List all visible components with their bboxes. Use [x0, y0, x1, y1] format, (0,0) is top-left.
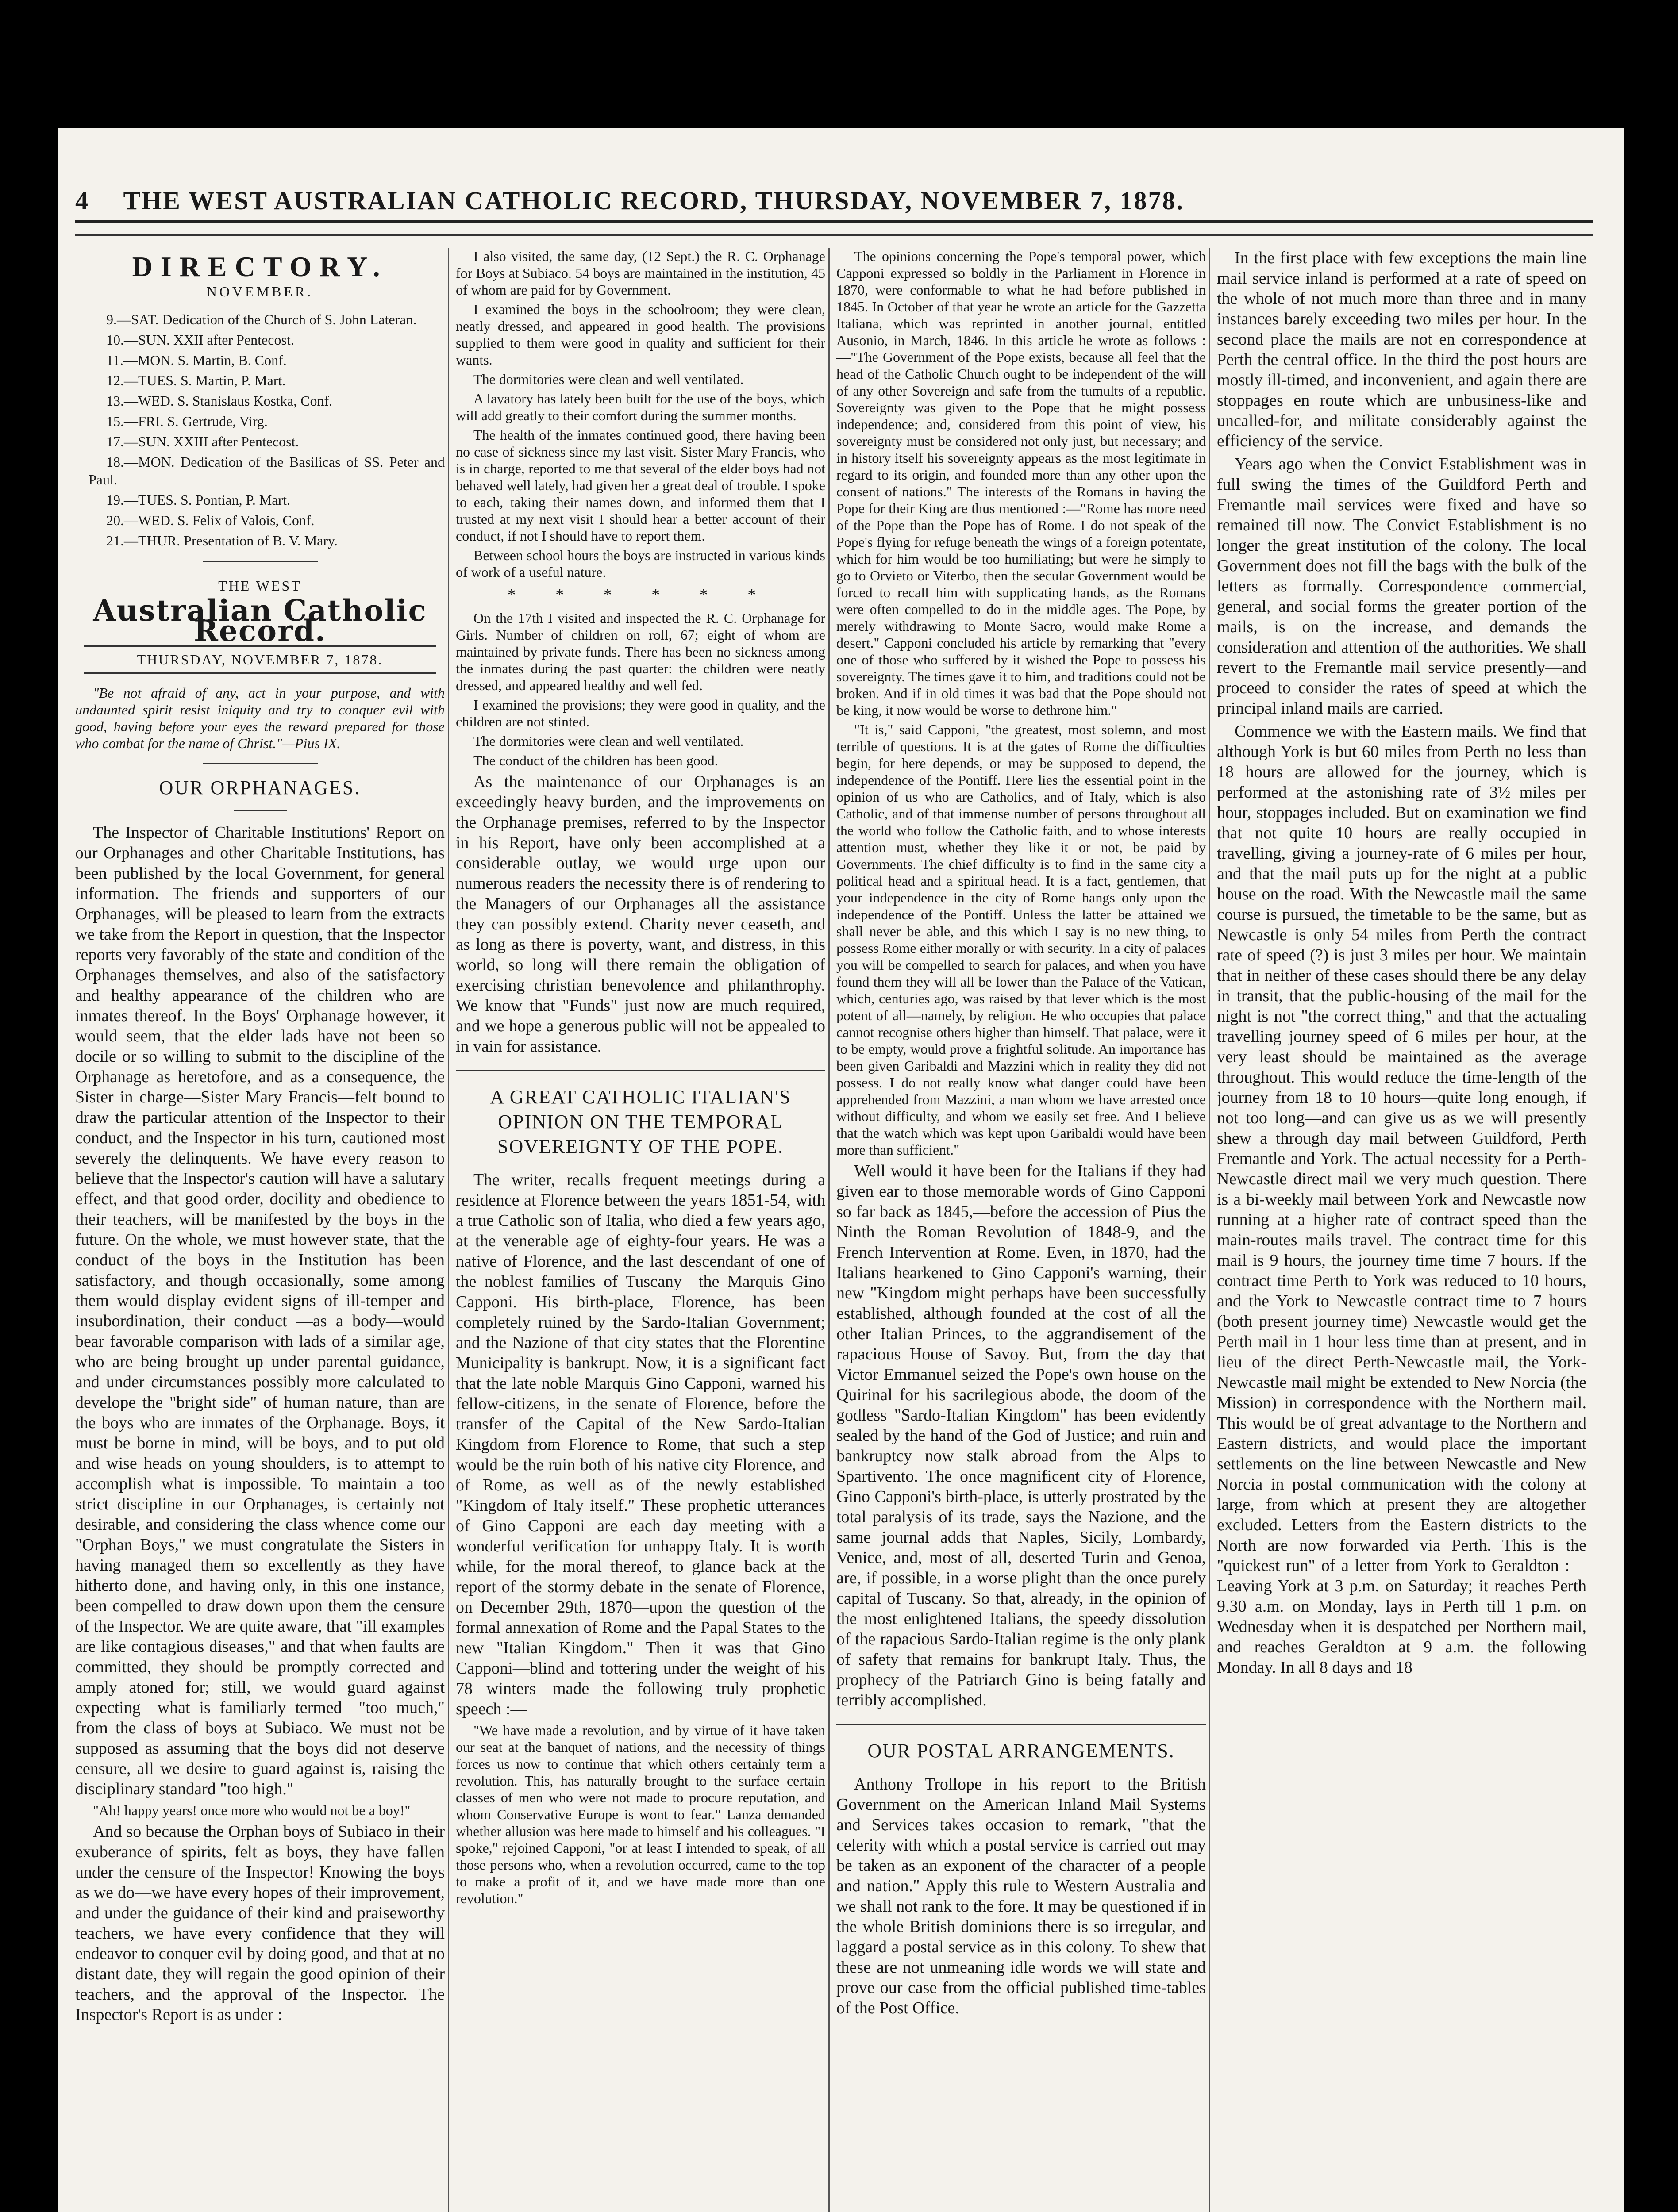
report-paragraph: I also visited, the same day, (12 Sept.) the R. C. Orphanage for Boys at Subiaco. 54 boys are maintained in the institution, 45 of whom are paid for by Government.	[456, 248, 825, 298]
verse-quote: "Ah! happy years! once more who would not be a boy!"	[93, 1802, 411, 1818]
report-paragraph: The dormitories were clean and well ventilated.	[473, 371, 744, 387]
directory-title: DIRECTORY.	[132, 251, 388, 282]
article-heading: A GREAT CATHOLIC ITALIAN'S OPINION ON THE TEMPORAL SOVEREIGNTY OF THE POPE.	[456, 1070, 825, 1159]
directory-entry: 20.—WED. S. Felix of Valois, Conf.	[106, 512, 315, 528]
inspector-report	[456, 248, 825, 769]
column-1	[75, 248, 445, 2212]
directory-entry: 15.—FRI. S. Gertrude, Virg.	[106, 413, 268, 429]
article-paragraph: The writer, recalls frequent meetings during a residence at Florence between the years 1851-54, with a true Catholic son of Italia, who died a few years ago, at the venerable age of eighty-four years. He was a native of Florence, and the last descendant of one of the noblest families of Tuscany—the Marquis Gino Capponi. His birth-place, Florence, has been completely ruined by the Sardo-Italian Government; and the Nazione of that city states that the Florentine Municipality is bankrupt. Now, it is a significant fact that the late noble Marquis Gino Capponi, warned his fellow-citizens, in the senate of Florence, before the transfer of the Capital of the New Sardo-Italian Kingdom from Florence to Rome, that such a step would be the ruin both of his native city Florence, and of Rome, as well as of the newly established "Kingdom of Italy itself." These prophetic utterances of Gino Capponi are each day meeting with a wonderful verification for unhappy Italy. It is worth while, for the moral thereof, to glance back at the report of the stormy debate in the senate of Florence, on December 29th, 1870—upon the question of the formal annexation of Rome and the Papal States to the new "Italian Kingdom." Then it was that Gino Capponi—blind and tottering under the weight of his 78 winters—made the following truly prophetic speech :—	[456, 1171, 825, 1718]
report-paragraph: On the 17th I visited and inspected the R. C. Orphanage for Girls. Number of children on roll, 67; eight of whom are maintained by private funds. There has been no sickness among the inmates during the past quarter: the children were neatly dressed, and appeared healthy and well fed.	[456, 610, 825, 693]
column-2	[456, 248, 825, 2212]
column-rule	[828, 248, 830, 2212]
column-rule	[448, 248, 449, 2212]
directory-entry: 17.—SUN. XXIII after Pentecost.	[106, 434, 299, 449]
article-paragraph: As the maintenance of our Orphanages is an exceedingly heavy burden, and the improvements on the Orphanage premises, referred to by the Inspector in his Report, have only been accomplished at a considerable outlay, we would urge upon our numerous readers the necessity there is of rendering to the Managers of our Orphanages all the assistance they can possibly extend. Charity never ceaseth, and as long as there is poverty, want, and distress, in this world, so long will there remain the obligation of exercising christian benevolence and philanthrophy. We know that "Funds" just now are much required, and we hope a generous public will not be appealed to in vain for assistance.	[456, 772, 825, 1056]
divider	[203, 561, 318, 562]
section-break: * * * * * *	[507, 586, 774, 604]
divider	[234, 810, 287, 811]
newspaper-page	[58, 128, 1624, 2212]
article-paragraph: Well would it have been for the Italians if they had given ear to those memorable words of Gino Capponi so far back as 1845,—before the accession of Pius the Ninth the Roman Revolution of 1848-9, and the French Intervention at Rome. Even, in 1870, had the Italians hearkened to Gino Capponi's warning, their new "Kingdom might perhaps have been successfully established, although founded at the cost of all the other Italian Princes, to the aggrandisement of the rapacious House of Savoy. But, from the day that Victor Emmanuel seized the Pope's own house on the Quirinal for his sacrilegious abode, the doom of the godless "Sardo-Italian Kingdom" has been evidently sealed by the hand of the God of Justice; and ruin and bankruptcy now stalk abroad from the Alps to Spartivento. The once magnificent city of Florence, Gino Capponi's birth-place, is utterly prostrated by the total paralysis of its trade, says the Nazione, and the same journal adds that Naples, Sicily, Lombardy, Venice, and, most of all, deserted Turin and Genoa, are, if possible, in a worse plight than the once purely capital of Tuscany. So that, already, in the opinion of the most enlightened Italians, the speedy dissolution of the rapacious Sardo-Italian regime is the only plank of safety that remains for bankrupt Italy. Thus, the prophecy of the Patriarch Gino is being fatally and terribly accomplished.	[836, 1162, 1206, 1709]
article-paragraph: And so because the Orphan boys of Subiaco in their exuberance of spirits, felt as boys, they have fallen under the censure of the Inspector! Knowing the boys as we do—we have every hopes of their improvement, and under the guidance of their kind and praiseworthy teachers, we have every confidence that they will endeavor to conquer evil by doing good, and that at no distant date, they will regain the good opinion of their teachers, and the approval of the Inspector. The Inspector's Report is as under :—	[75, 1822, 445, 2024]
directory-entry: 12.—TUES. S. Martin, P. Mart.	[106, 373, 286, 388]
masthead-title: Australian Catholic Record.	[93, 593, 427, 648]
report-paragraph: A lavatory has lately been built for the use of the boys, which will add greatly to their comfort during the summer months.	[456, 391, 825, 423]
directory-entry: 18.—MON. Dedication of the Basilicas of SS. Peter and Paul.	[89, 454, 445, 488]
article-paragraph: Anthony Trollope in his report to the British Government on the American Inland Mail Systems and Services takes occasion to remark, "that the celerity with which a postal service is carried out may be taken as an exponent of the character of a people and nation." Apply this rule to Western Australia and we shall not rank to the fore. It may be questioned if in the whole British dominions there is so irregular, and laggard a postal service as in this colony. To shew that these are not unmeaning idle words we will state and prove our case from the official published time-tables of the Post Office.	[836, 1775, 1206, 2017]
column-3	[836, 248, 1206, 2212]
article-paragraph: Commence we with the Eastern mails. We find that although York is but 60 miles from Perth no less than 18 hours are allowed for the journey, which is performed at the astonishing rate of 3½ miles per hour, stoppages included. But on examination we find that not quite 10 hours are really occupied in travelling, giving a journey-rate of 6 miles per hour, and that the mail puts up for the night at a public house on the road. With the Newcastle mail the same course is pursued, the timetable to be the same, but as Newcastle is only 54 miles from Perth the contract rate of speed (?) is just 3 miles per hour. We maintain that in neither of these cases should there be any delay in transit, that the public-housing of the mail for the night is not "the correct thing," and that the actualing travelling journey speed of 6 miles per hour, at the very least should be maintained as the average throughout. This would reduce the time-length of the journey from 18 to 10 hours—quite long enough, if not too long—and can give us as we will presently shew a through day mail between Guildford, Perth Fremantle and York. The actual necessity for a Perth-Newcastle direct mail we very much question. There is a bi-weekly mail between York and Newcastle now running at a higher rate of contract speed than the main-routes mails travel. The contract time for this mail is 9 hours, the journey time time 7 hours. If the contract time Perth to York was reduced to 10 hours, and the York to Newcastle contract time to 7 hours (both present journey time) Newcastle would get the Perth mail in 1 hour less time than at present, and in lieu of the direct Perth-Newcastle mail, the York-Newcastle mail might be extended to New Norcia (the Mission) in correspondence with the Northern mail. This would be of great advantage to the Northern and Eastern districts, and would place the important settlements on the line between Newcastle and New Norcia in postal communication with the colony at large, from which at present they are altogether excluded. Letters from the Eastern districts to the North are now forwarded via Perth. This is the "quickest run" of a letter from York to Geraldton :—Leaving York at 3 p.m. on Saturday; it reaches Perth 9.30 a.m. on Monday, lays in Perth till 1 p.m. on Wednesday when it is despatched per Northern mail, and reaches Geraldton at 9 a.m. the following Monday. In all 8 days and 18	[1217, 722, 1586, 1677]
report-paragraph: I examined the boys in the schoolroom; they were clean, neatly dressed, and appeared in good health. The provisions supplied to them were good in quality and sufficient for their wants.	[456, 301, 825, 368]
masthead-date: THURSDAY, NOVEMBER 7, 1878.	[84, 645, 436, 674]
quoted-speech: "It is," said Capponi, "the greatest, most solemn, and most terrible of questions. It is at the gates of Rome the difficulties begin, for here depends, or may be supposed to depend, the independence of the Pontiff. Here lies the essential point in the opinion of us who are Catholics, and of Italy, which is also Catholic, and of that immense number of persons throughout all the world who follow the Catholic faith, and to whose interests attention must, whether they like it or not, be paid by Governments. The chief difficulty is to find in the same city a political head and a spiritual head. It is a fact, gentlemen, that your independence in the city of Rome hangs only upon the independence of the Pontiff. Unless the latter be attained we shall never be able, and this which I say is no new thing, to possess Rome either morally or with security. In a city of palaces you will be compelled to search for palaces, and when you have found them they will all be lower than the Palace of the Vatican, which, centuries ago, was raised by that lever which is the most potent of all—namely, by religion. He who occupies that palace cannot recognise others higher than himself. That palace, were it to be empty, would prove a frightful solitude. An importance has been given Garibaldi and Mazzini which in reality they did not possess. I do not really know what danger could have been apprehended from Mazzini, a man whom we have arrested once without difficulty, and whom we easily set free. And I believe that the watch which was kept upon Garibaldi would have been more than sufficient."	[836, 722, 1206, 1158]
report-paragraph: I examined the provisions; they were good in quality, and the children are not stinted.	[456, 697, 825, 730]
directory-entry: 21.—THUR. Presentation of B. V. Mary.	[106, 533, 338, 549]
article-heading: OUR ORPHANAGES.	[159, 777, 361, 799]
masthead-the: THE WEST	[218, 578, 302, 594]
article-paragraph: The Inspector of Charitable Institutions' Report on our Orphanages and other Charitable Institutions, has been published by the local Government, for general information. The friends and supporters of our Orphanages, will be pleased to learn from the extracts we take from the Report in question, that the Inspector reports very favorably of the state and condition of the Orphanages themselves, and also of the satisfactory and healthy appearance of the children who are inmates thereof. In the Boys' Orphanage however, it would seem, that the elder lads have not been so docile or so willing to submit to the discipline of the Orphanage as heretofore, and as a consequence, the Sister in charge—Sister Mary Francis—felt bound to draw the particular attention of the Inspector to their conduct, and the Inspector in his turn, cautioned most severely the delinquents. We have every reason to believe that the Inspector's caution will have a salutary effect, and that good order, docility and obedience to their teachers, will be manifested by the boys in the future. On the whole, we must however state, that the conduct of the boys in the Institution has been satisfactory, and though occasionally, some among them would display evident signs of ill-temper and insubordination, their conduct —as a body—would bear favorable comparison with lads of a similar age, who are being brought up under parental guidance, and under circumstances possibly more calculated to develope the "bright side" of human nature, than are the boys who are inmates of the Orphanage. Boys, it must be borne in mind, will be boys, and to put old and wise heads on young shoulders, is to attempt to accomplish what is impossible. To maintain a too strict discipline in our Orphanages, is certainly not desirable, and considering the class whence come our "Orphan Boys," we must congratulate the Sisters in having managed them so excellently as they have hitherto done, and having only, in this one instance, been compelled to draw down upon them the censure of the Inspector. We are quite aware, that "ill examples are like contagious diseases," and that when faults are committed, they should be promptly corrected and amply atoned for; still, we would guard against expecting—what is familiarly termed—"too much," from the class of boys at Subiaco. We must not be supposed as assuming that the boys did not deserve censure, all we desire to guard against is, raising the disciplinary standard "too high."	[75, 823, 445, 1798]
article-heading: OUR POSTAL ARRANGEMENTS.	[836, 1724, 1206, 1763]
report-paragraph: The conduct of the children has been good.	[473, 753, 718, 768]
page-number: 4	[75, 186, 89, 215]
running-title: THE WEST AUSTRALIAN CATHOLIC RECORD, THURSDAY, NOVEMBER 7, 1878.	[123, 186, 1185, 215]
article-paragraph: The opinions concerning the Pope's temporal power, which Capponi expressed so boldly in the Parliament in Florence in 1870, were conformable to what he had before published in 1845. In October of that year he wrote an article for the Gazzetta Italiana, which was reprinted in another journal, entitled Ausonio, in March, 1846. In this article he wrote as follows :—"The Government of the Pope exists, because all feel that the head of the Catholic Church ought to be independent of the will of any other Sovereign and safe from the tumults of a republic. Sovereignty was given to the Pope that he might possess independence; and, considered from this point of view, his sovereignty must be considered not only just, but necessary; and in history itself his sovereignty appears as the most legitimate in regard to its origin, and founded more than any other upon the consent of nations." The interests of the Romans in having the Pope for their King are thus mentioned :—"Rome has more need of the Pope than the Pope has of Rome. I do not speak of the Pope's flying for refuge beneath the wings of a foreign potentate, which for him would be too humiliating; but were he simply to go to Orvieto or Viterbo, then the secular Government would be forced to recall him with supplicating hands, as the Romans were often compelled to do in the middle ages. The Pope, by merely withdrawing to Monte Sacro, would make Rome a desert." Capponi concluded his article by remarking that "every one of those who suffered by it wished the Pope to possess his sovereignty. The times gave it to him, and traditions could not be broken. And if in old times it was bad that the Pope should not be king, it now would be worse to dethrone him."	[836, 248, 1206, 718]
divider	[203, 763, 318, 764]
header-rule	[75, 234, 1593, 236]
report-paragraph: Between school hours the boys are instructed in various kinds of work of a useful nature.	[456, 547, 825, 580]
column-rule	[1209, 248, 1210, 2212]
column-4	[1217, 248, 1586, 2212]
quoted-speech: "We have made a revolution, and by virtue of it have taken our seat at the banquet of nations, and the necessity of things forces us now to continue that which others certainly term a revolution. This, has naturally brought to the surface certain classes of men who were not made to procure reputation, and whom Conservative Europe is wont to fear." Lanza demanded whether allusion was here made to himself and his colleagues. "I spoke," rejoined Capponi, "or at least I intended to speak, of all those persons who, when a revolution occurred, came to the top to make a profit of it, and we have made more than one revolution."	[456, 1722, 825, 1906]
masthead-motto: "Be not afraid of any, act in your purpose, and with undaunted spirit resist iniquity and try to conquer evil with good, having before your eyes the reward prepared for those who combat for the name of Christ."—Pius IX.	[75, 685, 445, 751]
article-paragraph: Years ago when the Convict Establishment was in full swing the times of the Guildford Perth and Fremantle mail services were fixed and have so remained till now. The Convict Establishment is no longer the great institution of the colony. The local Government does not fill the bags with the bulk of the letters as formally. Correspondence commercial, general, and social forms the greater portion of the mails, is on the increase, and demands the consideration and attention of the authorities. We shall revert to the Fremantle mail service presently—and proceed to consider the rates of speed at which the principal inland mails are carried.	[1217, 455, 1586, 718]
running-head	[75, 186, 1593, 223]
directory-entry: 11.—MON. S. Martin, B. Conf.	[106, 352, 287, 368]
report-paragraph: The dormitories were clean and well ventilated.	[473, 733, 744, 749]
directory-entry: 10.—SUN. XXII after Pentecost.	[106, 332, 294, 348]
directory-entry: 13.—WED. S. Stanislaus Kostka, Conf.	[106, 393, 333, 409]
directory-month: NOVEMBER.	[206, 284, 314, 300]
directory-entry: 9.—SAT. Dedication of the Church of S. John Lateran.	[106, 311, 417, 327]
article-paragraph: In the first place with few exceptions the main line mail service inland is performed at a rate of speed on the whole of not much more than three and in many instances barely exceeding two miles per hour. In the second place the mails are not en correspondence at Perth the central office. In the third the post hours are mostly ill-timed, and inconvenient, and again there are stoppages en route which are unbusiness-like and uncalled-for, and militate considerably against the efficiency of the service.	[1217, 249, 1586, 450]
report-paragraph: The health of the inmates continued good, there having been no case of sickness since my last visit. Sister Mary Francis, who is in charge, reported to me that several of the elder boys had not behaved well lately, had given her a great deal of trouble. I spoke to each, taking their names down, and informed them that I trusted at my next visit I should hear a better account of their conduct, if not I should have to report them.	[456, 427, 825, 544]
directory-entry: 19.—TUES. S. Pontian, P. Mart.	[106, 492, 291, 508]
